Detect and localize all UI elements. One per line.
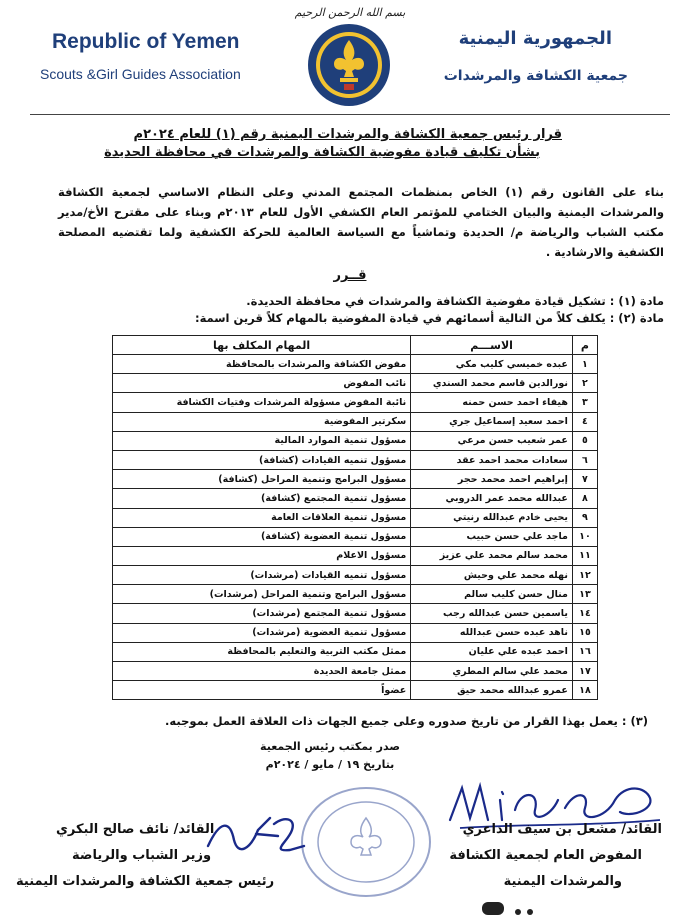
article-1: مادة (١) : تشكيل قيادة مفوضية الكشافة والمرشدات في محافظة الحديدة. — [246, 294, 664, 308]
article-3: (٣) : يعمل بهذا القرار من تاريخ صدوره وعلى جميع الجهات ذات العلاقة العمل بموجبه. — [165, 714, 648, 728]
row-name: هيفاء احمد حسن حمنه — [411, 393, 573, 412]
row-number: ١٧ — [572, 662, 597, 681]
fleur-de-lis-emblem-icon — [306, 22, 392, 108]
preamble-paragraph: بناء على القانون رقم (١) الخاص بمنظمات المجتمع المدني وعلى النظام الاساسي لجمعية الكشافة والمرشدات اليمنية والبيان الختامي للمؤتمر العام الكشفي الأول للعام ٢٠١٣م وبناء على مقترح الأخ/مدير مكتب الشباب والرياضة م/ الحديدة وتماشياً مع السياسة العالمية للحركة الكشفية ولما تقتضيه المصلحة الكشفية والارشادية . — [58, 185, 664, 259]
row-task: نائب المفوض — [113, 374, 411, 393]
row-name: ماجد علي حسن حبيب — [411, 527, 573, 546]
row-number: ٥ — [572, 431, 597, 450]
column-header-number: م — [572, 336, 597, 355]
row-name: عمرو عبدالله محمد حيق — [411, 681, 573, 700]
row-task: ممثل جامعة الحديدة — [113, 662, 411, 681]
row-task: مسؤول البرامج وتنمية المراحل (كشافة) — [113, 470, 411, 489]
row-task: سكرتير المفوضية — [113, 412, 411, 431]
table-row — [113, 527, 598, 546]
row-number: ٢ — [572, 374, 597, 393]
decision-title: قرار رئيس جمعية الكشافة والمرشدات اليمنية رقم (١) للعام ٢٠٢٤م — [133, 127, 562, 142]
table-row — [113, 431, 598, 450]
left-signatory-title: المفوض العام لجمعية الكشافة — [449, 848, 642, 863]
table-row — [113, 681, 598, 700]
article-2: مادة (٢) : يكلف كلاً من التالية أسمائهم في قيادة المفوضية بالمهام كلاً قرين اسمة: — [194, 311, 664, 325]
row-number: ١ — [572, 355, 597, 374]
header-divider — [30, 114, 670, 115]
row-name: ياسمين حسن عبدالله رجب — [411, 604, 573, 623]
row-number: ٧ — [572, 470, 597, 489]
association-stamp — [296, 782, 436, 902]
table-row — [113, 508, 598, 527]
row-number: ١٢ — [572, 566, 597, 585]
row-task: عضواً — [113, 681, 411, 700]
decided-heading: قــرر — [333, 268, 367, 283]
handwritten-signature-right — [200, 800, 310, 870]
row-name: نهله محمد علي وحيش — [411, 566, 573, 585]
table-row — [113, 566, 598, 585]
row-task: مسؤول تنمية المجتمع (كشافة) — [113, 489, 411, 508]
table-row — [113, 489, 598, 508]
row-task: مسؤول تنمية العضوية (كشافة) — [113, 527, 411, 546]
row-task: مسؤول الاعلام — [113, 546, 411, 565]
row-name: احمد عبده علي عليان — [411, 642, 573, 661]
row-task: مفوض الكشافة والمرشدات بالمحافظة — [113, 355, 411, 374]
row-task: نائبة المفوض مسؤولة المرشدات وفتيات الكشافة — [113, 393, 411, 412]
arabic-association-subtitle: جمعية الكشافة والمرشدات — [443, 68, 628, 84]
table-row — [113, 450, 598, 469]
table-row — [113, 604, 598, 623]
row-task: مسؤول تنميه القيادات (مرشدات) — [113, 566, 411, 585]
row-number: ٨ — [572, 489, 597, 508]
row-name: منال حسن كليب سالم — [411, 585, 573, 604]
basmala: بسم الله الرحمن الرحيم — [294, 6, 406, 19]
row-task: ممثل مكتب التربية والتعليم بالمحافظة — [113, 642, 411, 661]
left-signatory-name: القائد/ مشعل بن سيف الداعري — [462, 822, 662, 837]
issued-date: بتاريخ ١٩ / مايو / ٢٠٢٤م — [265, 758, 395, 771]
column-header-task: المهام المكلف بها — [113, 336, 411, 355]
row-number: ١٠ — [572, 527, 597, 546]
table-row — [113, 374, 598, 393]
table-row — [113, 546, 598, 565]
row-number: ٩ — [572, 508, 597, 527]
row-number: ١٦ — [572, 642, 597, 661]
left-signatory-title-cont: والمرشدات اليمنية — [503, 874, 622, 889]
row-name: عمر شعيب حسن مرعي — [411, 431, 573, 450]
row-number: ٤ — [572, 412, 597, 431]
row-name: محمد سالم محمد علي عزيز — [411, 546, 573, 565]
table-row — [113, 355, 598, 374]
assignments-table — [112, 335, 598, 700]
table-header-row — [113, 336, 598, 355]
decision-subject: بشأن تكليف قيادة مفوضية الكشافة والمرشدات في محافظة الحديدة — [104, 145, 540, 160]
issued-place: صدر بمكتب رئيس الجمعية — [260, 740, 400, 753]
row-name: ناهد عبده حسن عبدالله — [411, 623, 573, 642]
row-name: إبراهيم احمد محمد حجر — [411, 470, 573, 489]
scanner-watermark-icon — [482, 900, 542, 915]
row-name: عبده خميسي كليب مكي — [411, 355, 573, 374]
row-number: ١٥ — [572, 623, 597, 642]
table-row — [113, 662, 598, 681]
table-row — [113, 393, 598, 412]
row-name: احمد سعيد إسماعيل جري — [411, 412, 573, 431]
table-row — [113, 412, 598, 431]
table-body — [113, 355, 598, 700]
right-signatory-name: القائد/ نائف صالح البكري — [56, 822, 215, 837]
row-number: ٦ — [572, 450, 597, 469]
table-row — [113, 470, 598, 489]
row-number: ١٤ — [572, 604, 597, 623]
column-header-name: الاســـم — [411, 336, 573, 355]
row-name: عبدالله محمد عمر الدروبي — [411, 489, 573, 508]
row-task: مسؤول تنمية المجتمع (مرشدات) — [113, 604, 411, 623]
row-name: سعادات محمد احمد عقد — [411, 450, 573, 469]
row-name: نورالدين قاسم محمد السندي — [411, 374, 573, 393]
table-row — [113, 623, 598, 642]
english-association-subtitle: Scouts &Girl Guides Association — [40, 66, 241, 82]
table-row — [113, 642, 598, 661]
row-task: مسؤول البرامج وتنمية المراحل (مرشدات) — [113, 585, 411, 604]
row-task: مسؤول تنمية الموارد المالية — [113, 431, 411, 450]
row-number: ١٨ — [572, 681, 597, 700]
row-number: ١٣ — [572, 585, 597, 604]
right-signatory-title-cont: رئيس جمعية الكشافة والمرشدات اليمنية — [16, 874, 275, 889]
row-number: ٣ — [572, 393, 597, 412]
row-task: مسؤول تنمية العضوية (مرشدات) — [113, 623, 411, 642]
row-number: ١١ — [572, 546, 597, 565]
english-country-title: Republic of Yemen — [52, 30, 240, 53]
arabic-country-title: الجمهورية اليمنية — [458, 28, 612, 49]
table-row — [113, 585, 598, 604]
right-signatory-title: وزير الشباب والرياضة — [72, 848, 212, 863]
row-name: محمد علي سالم المطري — [411, 662, 573, 681]
row-task: مسؤول تنميه القيادات (كشافة) — [113, 450, 411, 469]
row-name: يحيى خادم عبدالله رنيتي — [411, 508, 573, 527]
row-task: مسؤول تنمية العلاقات العامة — [113, 508, 411, 527]
